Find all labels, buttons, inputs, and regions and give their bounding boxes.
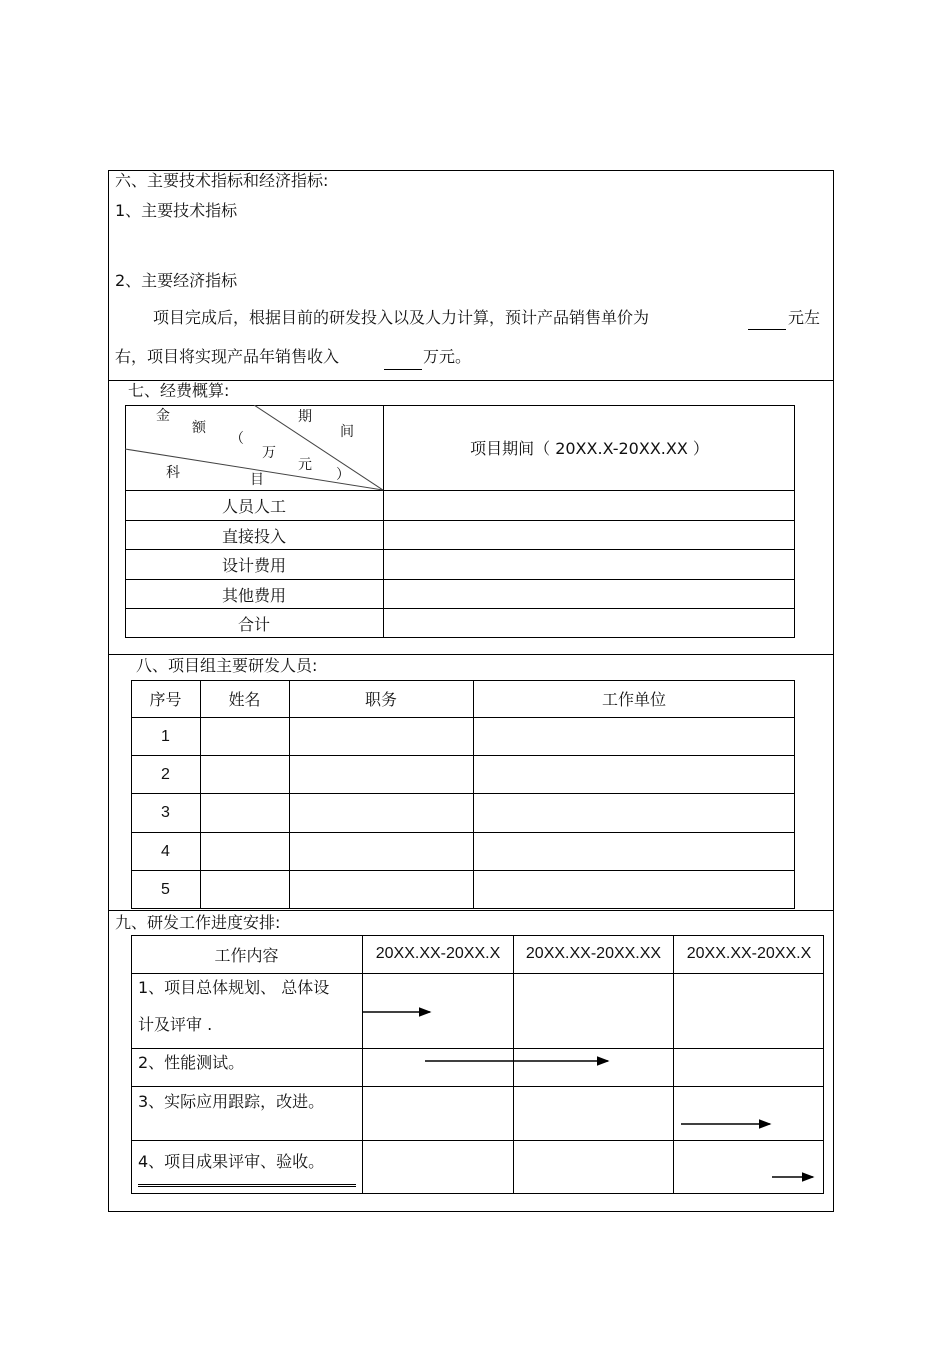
schedule-header-period-3: 20XX.XX-20XX.X	[686, 945, 812, 962]
econ-paragraph-unit2: 万元。	[423, 347, 472, 366]
budget-row-label: 设计费用	[221, 556, 286, 575]
budget-row-label: 合计	[237, 615, 270, 634]
diag-yuan: 元	[298, 457, 312, 473]
staff-header-unit: 工作单位	[601, 690, 666, 709]
staff-row-number: 4	[161, 842, 170, 860]
section-9-title: 九、研发工作进度安排:	[115, 913, 281, 932]
section-8-title: 八、项目组主要研发人员:	[136, 656, 318, 675]
staff-header-name: 姓名	[228, 690, 261, 709]
schedule-header-period-1: 20XX.XX-20XX.X	[375, 945, 501, 962]
diag-jian: 间	[340, 424, 354, 440]
diag-jin: 金	[156, 408, 170, 424]
staff-header-seq: 序号	[149, 690, 182, 709]
staff-header-position: 职务	[364, 690, 397, 709]
diag-wan: 万	[262, 445, 276, 461]
schedule-header-period-2: 20XX.XX-20XX.XX	[525, 945, 662, 962]
econ-paragraph-unit1: 元左	[788, 308, 821, 327]
tech-indicators-title: 1、主要技术指标	[115, 201, 238, 220]
budget-period-header: 项目期间（ 20XX.X-20XX.XX ）	[470, 439, 709, 458]
diag-qi: 期	[298, 409, 312, 425]
staff-row-number: 1	[161, 727, 170, 745]
econ-paragraph-line2: 右，项目将实现产品年销售收入	[115, 347, 340, 366]
task-1-line2: 计及评审 .	[138, 1015, 213, 1034]
staff-row-number: 5	[161, 881, 170, 898]
budget-row-label: 人员人工	[221, 497, 286, 516]
budget-row-label: 直接投入	[221, 526, 286, 546]
budget-row-label: 其他费用	[221, 585, 286, 605]
diag-rparen: ）	[336, 467, 350, 483]
task-4-label: 4、项目成果评审、验收。	[138, 1152, 325, 1171]
diag-mu: 目	[250, 472, 264, 488]
staff-row-number: 2	[161, 765, 170, 783]
section-6-title: 六、主要技术指标和经济指标:	[115, 171, 329, 190]
section-7-title: 七、经费概算:	[128, 381, 230, 400]
schedule-header-content: 工作内容	[214, 945, 279, 965]
diag-lparen: （	[230, 431, 244, 447]
diag-e: 额	[192, 420, 206, 436]
task-3-label: 3、实际应用跟踪，改进。	[138, 1092, 325, 1111]
task-2-label: 2、性能测试。	[138, 1053, 245, 1072]
diag-ke: 科	[166, 465, 180, 481]
staff-row-number: 3	[161, 804, 170, 821]
econ-paragraph-line1: 项目完成后，根据目前的研发投入以及人力计算，预计产品销售单价为	[153, 308, 650, 327]
task-1-line1: 1、项目总体规划、 总体设	[138, 978, 330, 997]
econ-indicators-title: 2、主要经济指标	[115, 271, 238, 290]
